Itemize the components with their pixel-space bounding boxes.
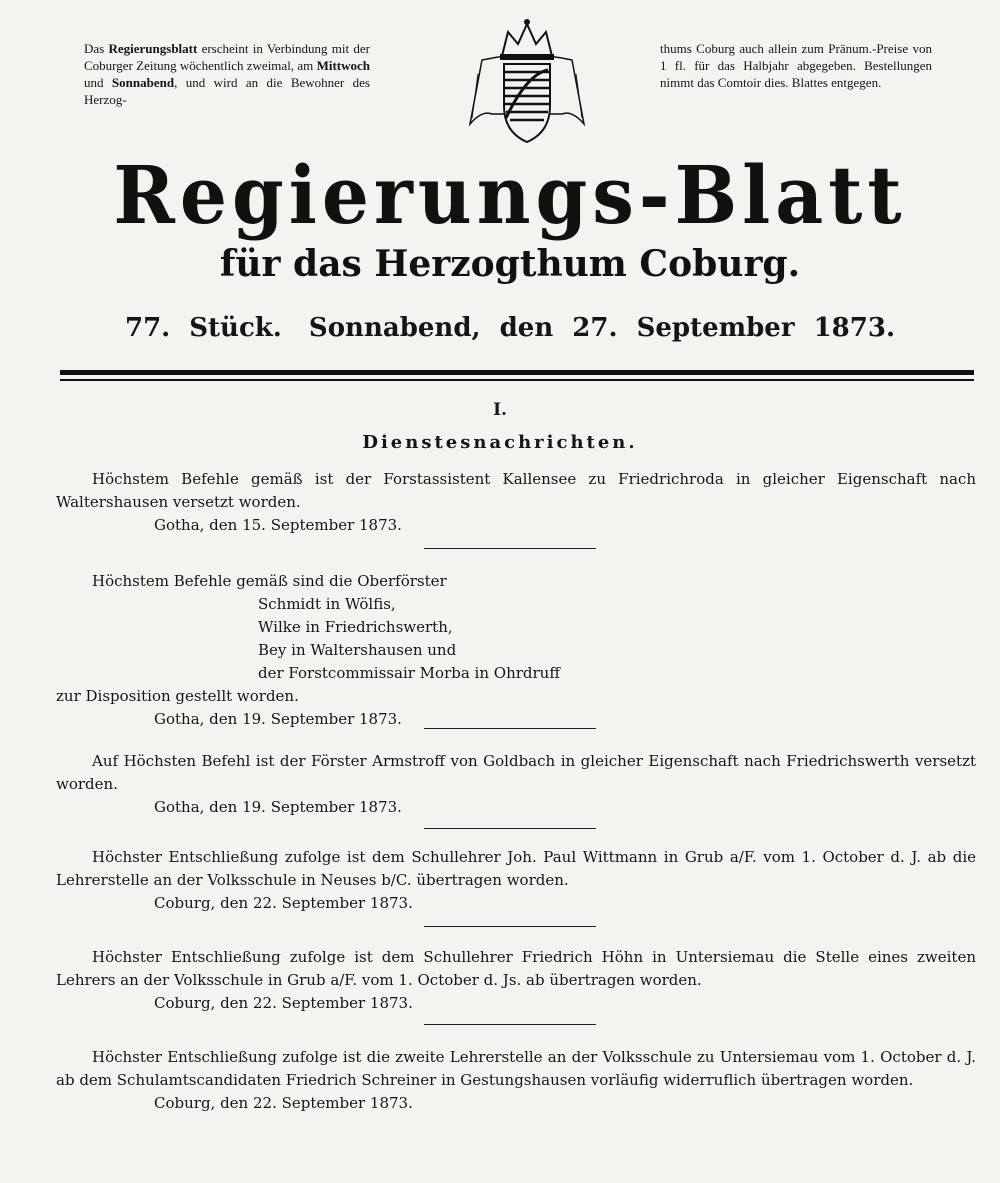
notice-2 [56,570,976,731]
notice-text: Höchster Entschließung zufolge ist dem Schullehrer Friedrich Höhn in Untersiemau die Stelle eines zweiten Lehrers an der Volksschule in Grub a/F. vom 1. October d. Js. ab übertragen worden. [56,948,976,989]
notice-line: Höchstem Befehle gemäß sind die Oberförster [92,572,447,590]
notice-4 [56,846,976,915]
notice-signature: Gotha, den 19. September 1873. [154,798,402,816]
masthead-subtitle: für das Herzogthum Coburg. [219,243,801,285]
note-fragment: Das [84,41,109,56]
notice-text: Höchster Entschließung zufolge ist die zweite Lehrerstelle an der Volksschule zu Untersiemau vom 1. October d. J. ab dem Schulamtscandidaten Friedrich Schreiner in Gestungshausen vorläufig widerruflich übertragen worden. [56,1048,976,1089]
subscription-note-left [84,40,370,108]
header-rule-thick [60,370,974,375]
notice-signature: Gotha, den 15. September 1873. [154,516,402,534]
section-title: Dienstesnachrichten. [362,432,638,453]
notice-6 [56,1046,976,1115]
notice-divider [424,1024,596,1025]
notice-text: Auf Höchsten Befehl ist der Förster Armstroff von Goldbach in gleicher Eigenschaft nach Friedrichswerth versetzt worden. [56,752,976,793]
notice-line: Bey in Waltershausen und [258,641,457,659]
notice-5 [56,946,976,1015]
note-fragment: und [84,75,112,90]
masthead-title: Regierungs-Blatt [113,149,907,243]
section-number: I. [493,400,507,420]
issue-date: Sonnabend, den 27. September 1873. [308,313,896,343]
notice-signature: Coburg, den 22. September 1873. [154,1094,413,1112]
notice-line: zur Disposition gestellt worden. [56,687,299,705]
note-fragment: erscheint in Verbindung mit der Coburger Zeitung wöchentlich zweimal, am [84,41,370,73]
notice-line: Schmidt in Wölfis, [258,595,396,613]
subscription-note-right: thums Coburg auch allein zum Pränum.-Preise von 1 fl. für das Halbjahr abgegeben. Bestellungen nimmt das Comtoir dies. Blattes entgegen. [660,41,932,90]
notice-divider [424,926,596,927]
notice-1 [56,468,976,537]
header-rule-thin [60,379,974,381]
notice-line: der Forstcommissair Morba in Ohrdruff [258,664,560,682]
notice-signature: Coburg, den 22. September 1873. [154,994,413,1012]
notice-text: Höchstem Befehle gemäß ist der Forstassistent Kallensee zu Friedrichroda in gleicher Eigenschaft nach Waltershausen versetzt worden. [56,470,976,511]
notice-divider [424,728,596,729]
notice-divider [424,548,596,549]
notice-text: Höchster Entschließung zufolge ist dem Schullehrer Joh. Paul Wittmann in Grub a/F. vom 1. October d. J. ab die Lehrerstelle an der Volksschule in Neuses b/C. übertragen worden. [56,848,976,889]
note-bold-fragment: Sonnabend [111,75,175,90]
notice-divider [424,828,596,829]
issue-number: 77. Stück. [124,313,282,343]
coat-of-arms-icon [452,14,602,154]
notice-line: Wilke in Friedrichswerth, [258,618,453,636]
notice-list [56,570,976,708]
note-bold-fragment: Regierungsblatt [108,41,198,56]
notice-signature: Gotha, den 19. September 1873. [154,710,402,728]
notice-signature: Coburg, den 22. September 1873. [154,894,413,912]
issue-line [60,310,960,346]
notice-3 [56,750,976,819]
note-bold-fragment: Mittwoch [316,58,370,73]
note-fragment: , und wird an die Bewohner des Herzog- [84,75,370,107]
